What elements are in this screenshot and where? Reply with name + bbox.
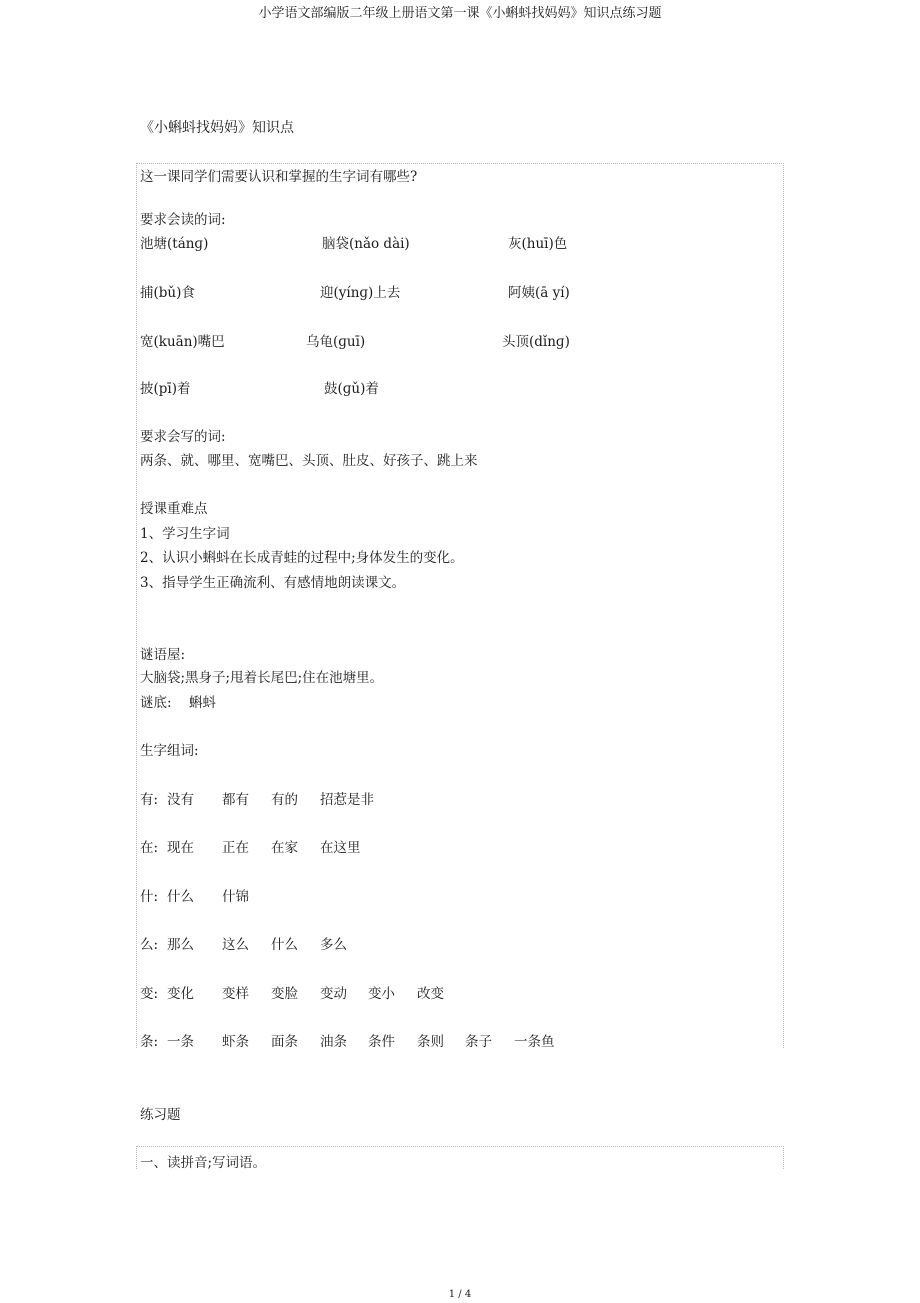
focus-item: 2、认识小蝌蚪在长成青蛙的过程中;身体发生的变化。: [140, 550, 464, 566]
group-word: 在家: [271, 840, 298, 856]
group-word: 什么: [271, 937, 298, 953]
riddle-heading: 谜语屋:: [140, 647, 186, 663]
read-word: 鼓(ɡǔ)着: [324, 381, 379, 397]
page-header: 小学语文部编版二年级上册语文第一课《小蝌蚪找妈妈》知识点练习题: [258, 6, 662, 21]
group-word: 变样: [222, 986, 249, 1002]
document-title: 《小蝌蚪找妈妈》知识点: [140, 120, 294, 136]
riddle-text: 大脑袋;黑身子;甩着长尾巴;住在池塘里。: [140, 670, 384, 686]
group-word: 变小: [368, 986, 395, 1002]
group-word: 没有: [167, 792, 194, 808]
content-box: [136, 163, 784, 1048]
group-word: 变化: [167, 986, 194, 1002]
riddle-answer-label: 谜底:: [140, 695, 172, 711]
focus-heading: 授课重难点: [140, 501, 208, 517]
write-words: 两条、就、哪里、宽嘴巴、头顶、肚皮、好孩子、跳上来: [140, 453, 478, 469]
group-char: 在:: [140, 840, 159, 856]
read-word: 头顶(dǐnɡ): [502, 334, 570, 350]
write-heading: 要求会写的词:: [140, 429, 226, 445]
group-word: 一条鱼: [514, 1034, 555, 1050]
group-char: 条:: [140, 1034, 159, 1050]
group-word: 改变: [417, 986, 444, 1002]
exercise-heading: 练习题: [140, 1107, 181, 1123]
group-word: 变脸: [271, 986, 298, 1002]
group-char: 么:: [140, 937, 159, 953]
group-word: 在这里: [320, 840, 361, 856]
group-char: 变:: [140, 986, 159, 1002]
group-word: 现在: [167, 840, 194, 856]
group-word: 条件: [368, 1034, 395, 1050]
group-word: 条则: [417, 1034, 444, 1050]
group-word: 变动: [320, 986, 347, 1002]
read-word: 灰(huī)色: [508, 236, 568, 252]
focus-item: 3、指导学生正确流利、有感情地朗读课文。: [140, 575, 406, 591]
group-word: 条子: [465, 1034, 492, 1050]
read-word: 脑袋(nǎo dài): [322, 236, 410, 252]
read-word: 阿姨(ā yí): [508, 285, 570, 301]
group-word: 这么: [222, 937, 249, 953]
group-word: 多么: [320, 937, 347, 953]
group-heading: 生字组词:: [140, 743, 199, 759]
group-word: 正在: [222, 840, 249, 856]
read-word: 捕(bǔ)食: [140, 285, 195, 301]
group-word: 虾条: [222, 1034, 249, 1050]
group-word: 油条: [320, 1034, 347, 1050]
group-word: 都有: [222, 792, 249, 808]
read-word: 池塘(tánɡ): [140, 236, 209, 252]
question-text: 这一课同学们需要认识和掌握的生字词有哪些?: [140, 169, 418, 185]
group-word: 那么: [167, 937, 194, 953]
group-word: 一条: [167, 1034, 194, 1050]
group-word: 面条: [271, 1034, 298, 1050]
page-number: 1 / 4: [448, 1289, 472, 1300]
focus-item: 1、学习生字词: [140, 526, 230, 542]
read-word: 乌龟(ɡuī): [306, 334, 366, 350]
read-word: 披(pī)着: [140, 381, 191, 397]
read-word: 宽(kuān)嘴巴: [140, 334, 225, 350]
group-word: 招惹是非: [320, 792, 374, 808]
group-char: 什:: [140, 889, 159, 905]
exercise-item: 一、读拼音;写词语。: [140, 1155, 267, 1171]
group-word: 什么: [167, 889, 194, 905]
group-char: 有:: [140, 792, 159, 808]
group-word: 有的: [271, 792, 298, 808]
read-heading: 要求会读的词:: [140, 212, 226, 228]
group-word: 什锦: [222, 889, 249, 905]
riddle-answer: 蝌蚪: [189, 695, 216, 711]
read-word: 迎(yínɡ)上去: [320, 285, 401, 301]
